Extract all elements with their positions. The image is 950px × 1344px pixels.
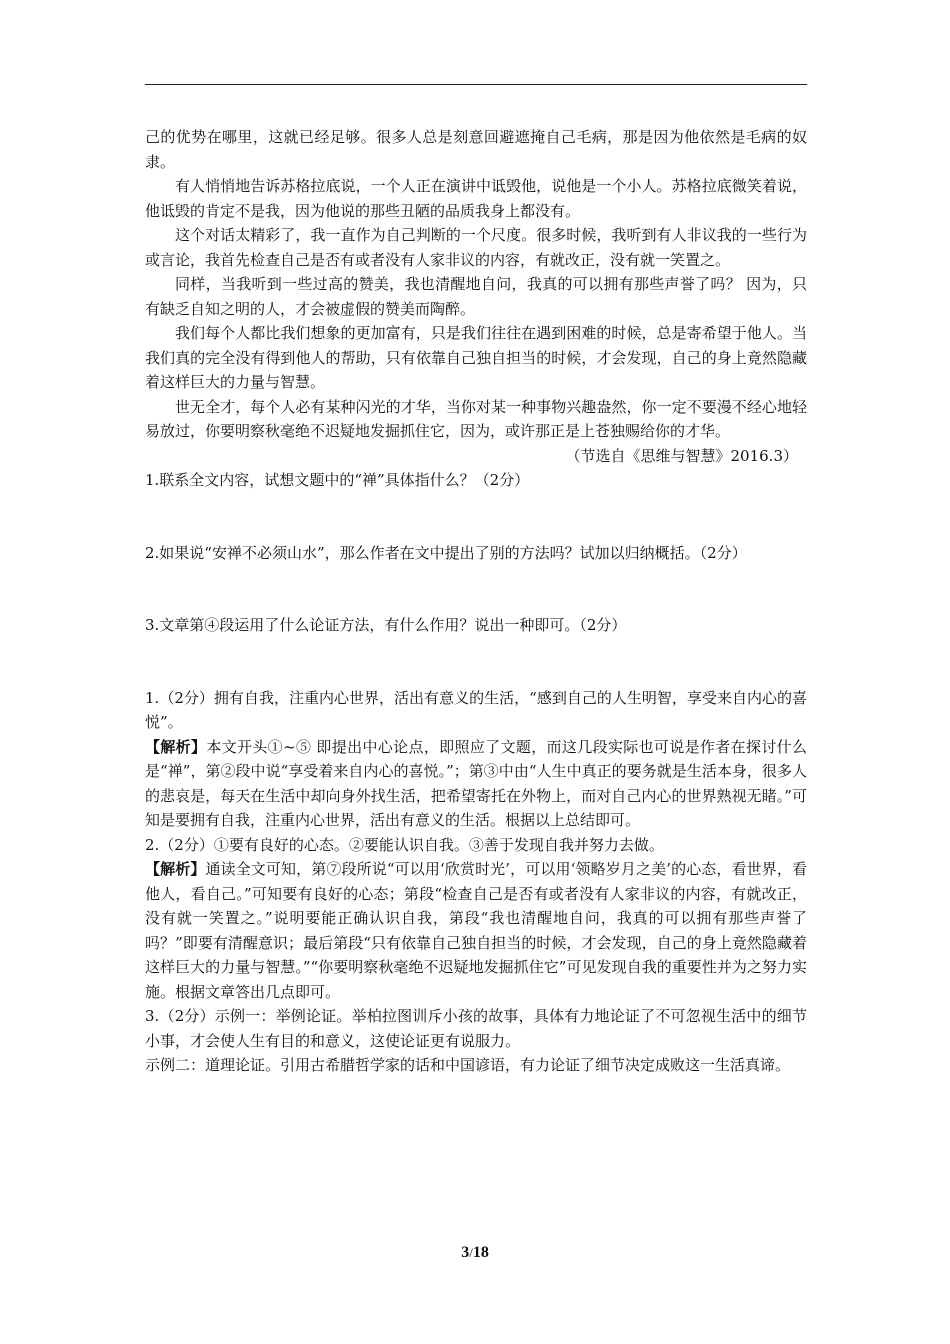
- question-3: 3.文章第④段运用了什么论证方法，有什么作用？说出一种即可。（2分）: [145, 616, 627, 634]
- article-paragraph: 有人悄悄地告诉苏格拉底说，一个人正在演讲中诋毁他，说他是一个小人。苏格拉底微笑着说，他诋毁的肯定不是我，因为他说的那些丑陋的品质我身上都没有。: [145, 177, 807, 220]
- page-content: [145, 125, 807, 1078]
- article-paragraph: 己的优势在哪里，这就已经足够。很多人总是刻意回避遮掩自己毛病，那是因为他依然是毛病的奴隶。: [145, 128, 807, 171]
- question-2: 2.如果说“安禅不必须山水”，那么作者在文中提出了别的方法吗？试加以归纳概括。（2分）: [145, 543, 747, 562]
- answer-space: [145, 638, 807, 686]
- answer-3-example-1: 3.（2分）示例一：举例论证。举柏拉图训斥小孩的故事，具体有力地论证了不可忽视生活中的细节小事，才会使人生有目的和意义，这使论证更有说服力。: [145, 1007, 807, 1050]
- current-page: 3: [461, 1244, 470, 1261]
- analysis-label: 【解析】: [145, 860, 206, 878]
- article-paragraph: 同样，当我听到一些过高的赞美，我也清醒地自问，我真的可以拥有那些声誉了吗？ 因为，只有缺乏自知之明的人，才会被虚假的赞美而陶醉。: [145, 275, 807, 318]
- question-1: 1.联系全文内容，试想文题中的“禅”具体指什么？（2分）: [145, 471, 530, 489]
- answer-space: [145, 493, 807, 541]
- answer-2: 2.（2分）①要有良好的心态。②要能认识自我。③善于发现自我并努力去做。: [145, 835, 664, 854]
- page-separator: /: [469, 1245, 473, 1260]
- analysis-label: 【解析】: [145, 737, 207, 756]
- article-source: （节选自《思维与智慧》2016.3）: [565, 446, 798, 465]
- analysis-text: 通读全文可知，第⑦段所说“可以用‘欣赏时光’，可以用‘领略岁月之美’的心态，看世界，看他人，看自己。”可知要有良好的心态；第段“检查自己是否有或者没有人家非议的内容，有就改正，没有就一笑置之。”说明要能正确认识自我，第段“我也清醒地自问，我真的可以拥有那些声誉了吗？”即要有清醒意识；最后第段“只有依靠自己独自担当的时候，才会发现，自己的身上竟然隐藏着这样巨大的力量与智慧。”“你要明察秋毫绝不迟疑地发掘抓住它”可见发现自我的重要性并为之努力实施。根据文章答出几点即可。: [145, 860, 807, 1001]
- header-rule: [145, 84, 807, 85]
- article-paragraph: 我们每个人都比我们想象的更加富有，只是我们往往在遇到困难的时候，总是寄希望于他人。当我们真的完全没有得到他人的帮助，只有依靠自己独自担当的时候，才会发现，自己的身上竟然隐藏着这样巨大的力量与智慧。: [145, 324, 807, 391]
- answer-space: [145, 565, 807, 613]
- total-pages: 18: [472, 1244, 489, 1261]
- answer-3-example-2: 示例二：道理论证。引用古希腊哲学家的话和中国谚语，有力论证了细节决定成败这一生活真谛。: [145, 1056, 791, 1074]
- answer-1-analysis: [145, 735, 807, 833]
- article-paragraph: 世无全才，每个人必有某种闪光的才华，当你对某一种事物兴趣盎然，你一定不要漫不经心地轻易放过，你要明察秋毫绝不迟疑地发掘抓住它，因为，或许那正是上苍独赐给你的才华。: [145, 397, 807, 440]
- answer-1: 1.（2分）拥有自我，注重内心世界，活出有意义的生活，“感到自己的人生明智，享受来自内心的喜悦”。: [145, 688, 807, 731]
- page-number: [0, 1241, 950, 1266]
- analysis-text: 本文开头①~⑤ 即提出中心论点，即照应了文题，而这几段实际也可说是作者在探讨什么是“禅”，第②段中说“享受着来自内心的喜悦。”；第③中由“人生中真正的要务就是生活本身，很多人的悲哀是，每天在生活中却向身外找生活，把希望寄托在外物上，而对自己内心的世界熟视无睹。”可知是要拥有自我，注重内心世界，活出有意义的生活。根据以上总结即可。: [145, 737, 807, 829]
- answer-2-analysis: [145, 857, 807, 1004]
- article-paragraph: 这个对话太精彩了，我一直作为自己判断的一个尺度。很多时候，我听到有人非议我的一些行为或言论，我首先检查自己是否有或者没有人家非议的内容，有就改正，没有就一笑置之。: [145, 226, 807, 269]
